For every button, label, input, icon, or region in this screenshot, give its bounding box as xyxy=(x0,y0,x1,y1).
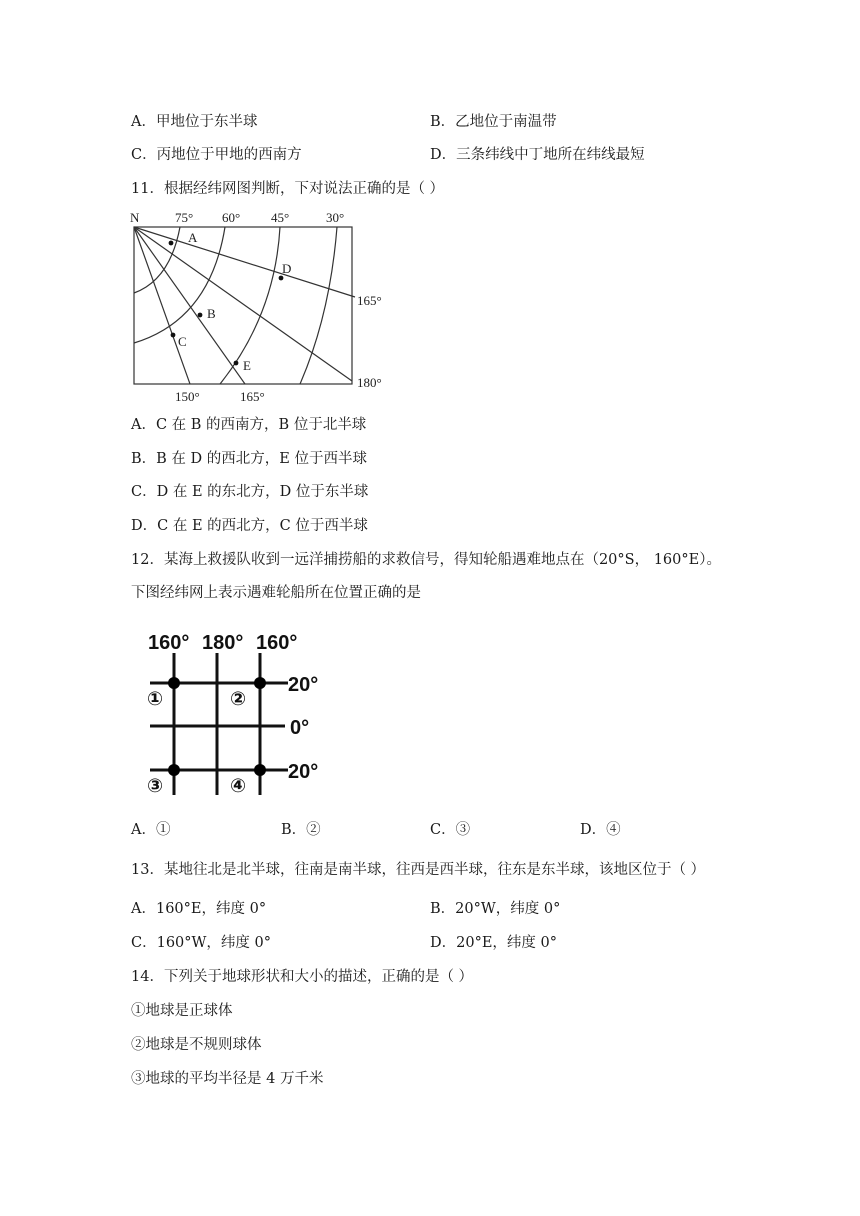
marker-1: ① xyxy=(147,689,164,710)
point-e-dot xyxy=(234,361,239,366)
point-b-label: B xyxy=(207,306,216,321)
q12-option-a: A．① xyxy=(131,822,171,838)
marker-3: ③ xyxy=(147,776,164,797)
right-label-20-top: 20° xyxy=(288,674,319,696)
q11-stem: 11．根据经纬网图判断，下对说法正确的是（ ） xyxy=(131,181,445,197)
q11-option-a: A．C 在 B 的西南方，B 位于北半球 xyxy=(131,417,367,433)
q11-option-d: D．C 在 E 的西北方，C 位于西半球 xyxy=(131,518,368,534)
q12-stem-line2: 下图经纬网上表示遇难轮船所在位置正确的是 xyxy=(131,585,421,601)
q10-option-a: A．甲地位于东半球 xyxy=(131,114,258,130)
dot-4 xyxy=(254,764,266,776)
top-label-180: 180° xyxy=(202,632,244,654)
q14-stem: 14．下列关于地球形状和大小的描述，正确的是（ ） xyxy=(131,969,474,985)
dot-2 xyxy=(254,677,266,689)
dot-1 xyxy=(168,677,180,689)
q10-option-c: C．丙地位于甲地的西南方 xyxy=(131,147,302,163)
q11-option-b: B．B 在 D 的西北方，E 位于西半球 xyxy=(131,451,367,467)
marker-4: ④ xyxy=(230,776,247,797)
point-c-dot xyxy=(171,333,176,338)
right-label-20-bottom: 20° xyxy=(288,761,319,783)
q10-option-b: B．乙地位于南温带 xyxy=(430,114,557,130)
parallel-30-arc xyxy=(300,227,337,384)
top-label-60: 60° xyxy=(222,210,241,225)
q13-option-a: A．160°E，纬度 0° xyxy=(131,901,267,917)
top-label-160-left: 160° xyxy=(148,632,190,654)
q12-option-d: D．④ xyxy=(580,822,621,838)
right-label-180: 180° xyxy=(357,375,382,390)
meridian-165b-line xyxy=(134,227,245,384)
top-label-75: 75° xyxy=(175,210,194,225)
meridian-150-line xyxy=(134,227,190,384)
q11-option-c: C．D 在 E 的东北方，D 位于东半球 xyxy=(131,484,369,500)
point-e-label: E xyxy=(243,358,251,373)
q14-item-2: ②地球是不规则球体 xyxy=(131,1037,262,1053)
top-label-160-right: 160° xyxy=(256,632,298,654)
top-label-30: 30° xyxy=(326,210,345,225)
bottom-label-150: 150° xyxy=(175,389,200,404)
dot-3 xyxy=(168,764,180,776)
q14-item-3: ③地球的平均半径是 4 万千米 xyxy=(131,1071,324,1087)
marker-2: ② xyxy=(230,689,247,710)
right-label-0: 0° xyxy=(290,717,310,739)
q12-stem-line1: 12．某海上救援队收到一远洋捕捞船的求救信号，得知轮船遇难地点在（20°S， 160°E）。 xyxy=(131,552,721,568)
point-d-dot xyxy=(279,276,284,281)
top-label-45: 45° xyxy=(271,210,290,225)
point-d-label: D xyxy=(282,261,292,276)
q12-option-c: C．③ xyxy=(430,822,471,838)
point-b-dot xyxy=(198,313,203,318)
point-c-label: C xyxy=(178,334,187,349)
pole-label: N xyxy=(130,210,140,225)
q11-graticule-figure xyxy=(125,205,400,405)
q12-option-b: B．② xyxy=(281,822,321,838)
parallel-60-arc xyxy=(134,227,225,343)
point-a-label: A xyxy=(188,230,198,245)
point-a-dot xyxy=(169,241,174,246)
q14-item-1: ①地球是正球体 xyxy=(131,1003,233,1019)
right-label-165: 165° xyxy=(357,293,382,308)
bottom-label-165: 165° xyxy=(240,389,265,404)
q13-option-c: C．160°W，纬度 0° xyxy=(131,935,272,951)
q12-grid-figure xyxy=(140,625,340,805)
meridian-165-line xyxy=(134,227,355,297)
q10-option-d: D．三条纬线中丁地所在纬线最短 xyxy=(430,147,645,163)
q13-stem: 13．某地往北是北半球，往南是南半球，往西是西半球，往东是东半球，该地区位于（ ） xyxy=(131,862,706,878)
q13-option-d: D．20°E，纬度 0° xyxy=(430,935,557,951)
q13-option-b: B．20°W，纬度 0° xyxy=(430,901,561,917)
